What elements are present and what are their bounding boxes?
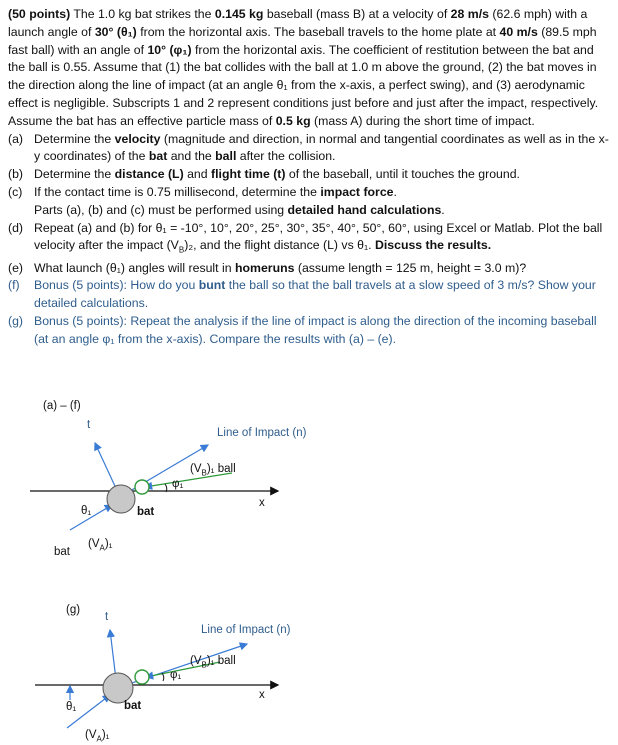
bat-circle-g xyxy=(103,673,133,703)
theta-label-g: θ₁ xyxy=(66,701,77,713)
x-axis-label-g: x xyxy=(259,689,265,701)
t-axis-label: t xyxy=(87,419,91,431)
part-b: (b) Determine the distance (L) and flight time (t) of the baseball, until it touches the ground. xyxy=(8,167,520,182)
effective-mass: 0.5 kg xyxy=(275,113,311,128)
ball-velocity-label-g: $(V_B)_1$ ball xyxy=(190,655,236,670)
x-axis-label: x xyxy=(259,497,265,509)
part-f: (f) Bonus (5 points): How do you bunt the ball so that the ball travels at a slow speed of 3 m/s? Show your detailed calculations. xyxy=(8,278,596,311)
bat-label-g: bat xyxy=(124,700,142,712)
part-a: (a) Determine the velocity (magnitude and direction, in normal and tangential coordinates as well as in the x-y coordinates) of the bat and the ball after the collision. xyxy=(8,131,609,164)
part-d: (d) Repeat (a) and (b) for θ₁ = -10°, 10°, 20°, 25°, 30°, 35°, 40°, 50°, 60°, using Excel or Matlab. Plot the ball velocity after the impact $(V_B)_2$, and the flight distance (L) vs θ₁. Discuss the results. xyxy=(8,220,603,255)
caption-g: (g) xyxy=(66,604,81,616)
bat-left-label: bat xyxy=(54,546,70,558)
line-of-impact-label: Line of Impact (n) xyxy=(217,427,307,439)
problem-intro: (50 points) The 1.0 kg bat strikes the 0.145 kg baseball (mass B) at a velocity of 28 m/s (62.6 mph) with a launch angle of 30° (θ₁) from the horizontal axis. The baseball travels to the home plate at 40 m/s (89.5 mph fast ball) with an angle of 10° (φ₁) from the horizontal axis. The coefficient of restitution between the bat and the ball is 0.55. Assume that (1) the bat collides with the ball at 1.0 m above the ground, (2) the bat moves in the direction along the line of impact (at an angle θ₁ from the x-axis, a perfect swing), and (3) aerodynamic effect is negligible. Subscripts 1 and 2 represent conditions just before and just after the impact, respectively. Assume the bat has an effective particle mass of 0.5 kg (mass A) during the short time of impact. xyxy=(8,7,599,128)
ball-circle xyxy=(135,480,149,494)
ball-velocity-label: $(V_B)_1$ ball xyxy=(190,463,236,478)
part-g: (g) Bonus (5 points): Repeat the analysis if the line of impact is along the direction of the incoming baseball (at an angle φ₁ from the x-axis). Compare the results with (a) – (e). xyxy=(8,314,597,346)
line-of-impact-label-g: Line of Impact (n) xyxy=(201,624,291,636)
phi-label-g: φ₁ xyxy=(170,669,182,681)
launch-angle: 30° (θ₁) xyxy=(94,24,137,39)
parts-list xyxy=(8,131,612,349)
ball-mass: 0.145 kg xyxy=(214,7,264,21)
part-c: (c) If the contact time is 0.75 millisecond, determine the impact force. Parts (a), (b) and (c) must be performed using detailed hand calculations. xyxy=(8,184,445,217)
diagram-impact-g xyxy=(0,600,618,745)
phi-label: φ₁ xyxy=(172,478,184,490)
ball-circle-g xyxy=(135,670,149,684)
bat-velocity: 28 m/s xyxy=(450,7,489,21)
bat-label: bat xyxy=(137,506,155,518)
diagram-impact-a-f xyxy=(0,395,618,575)
ball-angle: 10° (φ₁) xyxy=(147,42,192,57)
part-e: (e) What launch (θ₁) angles will result in homeruns (assume length = 125 m, height = 3.0 m)? xyxy=(8,260,527,275)
diagram-impact-g-svg xyxy=(0,600,618,745)
bat-velocity-label: $(V_A)_1$ xyxy=(88,538,113,553)
phi-arc-g xyxy=(162,673,164,681)
theta-label: θ₁ xyxy=(81,505,92,517)
problem-statement xyxy=(8,6,612,349)
t-axis-label-g: t xyxy=(105,611,109,623)
caption-a-f: (a) – (f) xyxy=(43,400,81,412)
bat-velocity-label-g: $(V_A)_1$ xyxy=(85,729,110,744)
ball-velocity: 40 m/s xyxy=(499,24,538,39)
points-label: (50 points) xyxy=(8,7,71,21)
bat-circle xyxy=(107,485,135,513)
